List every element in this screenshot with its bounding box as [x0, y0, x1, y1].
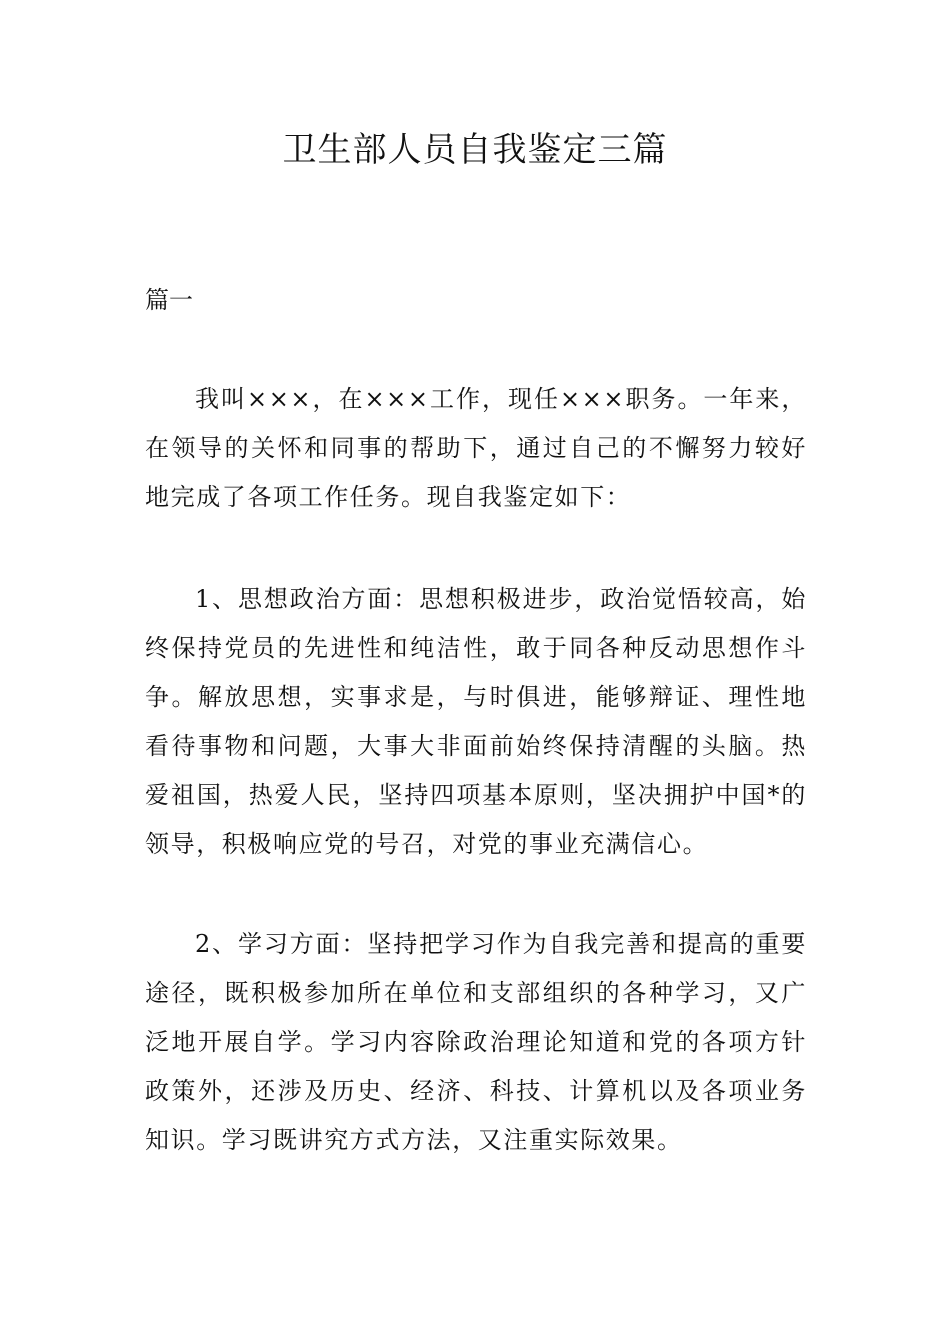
document-title: 卫生部人员自我鉴定三篇 — [282, 130, 668, 170]
paragraph-intro: 我叫×××，在×××工作，现任×××职务。一年来，在领导的关怀和同事的帮助下，通过自己的不懈努力较好地完成了各项工作任务。现自我鉴定如下： — [145, 385, 807, 511]
section-heading: 篇一 — [145, 286, 193, 314]
paragraph-study: 2、学习方面：坚持把学习作为自我完善和提高的重要途径，既积极参加所在单位和支部组织的各种学习，又广泛地开展自学。学习内容除政治理论知道和党的各项方针政策外，还涉及历史、经济、科技、计算机以及各项业务知识。学习既讲究方式方法，又注重实际效果。 — [145, 930, 807, 1154]
paragraph-political: 1、思想政治方面：思想积极进步，政治觉悟较高，始终保持党员的先进性和纯洁性，敢于同各种反动思想作斗争。解放思想，实事求是，与时俱进，能够辩证、理性地看待事物和问题，大事大非面前始终保持清醒的头脑。热爱祖国，热爱人民，坚持四项基本原则，坚决拥护中国*的领导，积极响应党的号召，对党的事业充满信心。 — [145, 585, 807, 858]
